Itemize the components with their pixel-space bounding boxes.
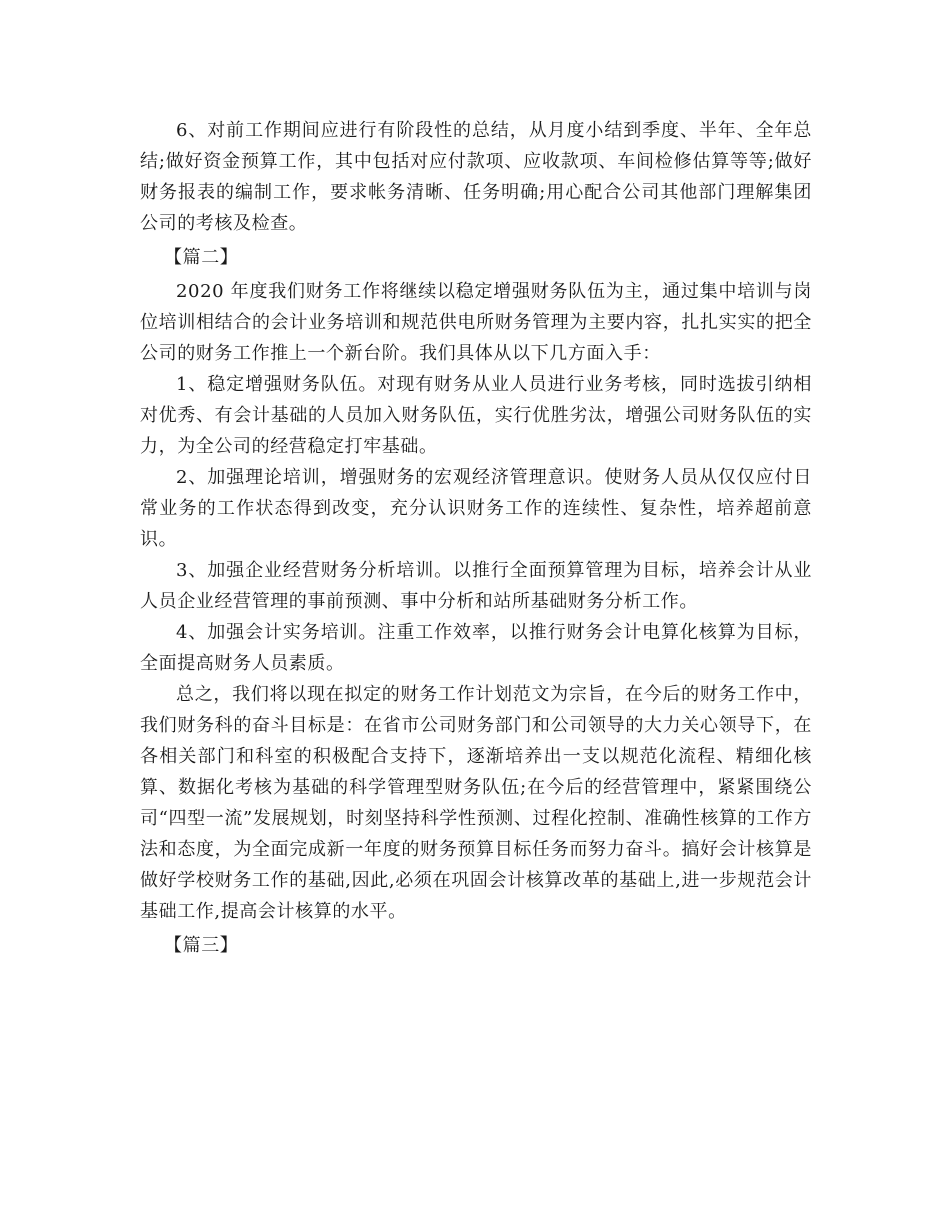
section-heading-part-3: 【篇三】 (164, 935, 239, 956)
document-body (140, 115, 812, 964)
paragraph-item-3: 3、加强企业经营财务分析培训。以推行全面预算管理为目标，培养会计从业人员企业经营管理的事前预测、事中分析和站所基础财务分析工作。 (140, 560, 812, 612)
paragraph-item-6: 6、对前工作期间应进行有阶段性的总结，从月度小结到季度、半年、全年总结;做好资金预算工作，其中包括对应付款项、应收款项、车间检修估算等等;做好财务报表的编制工作，要求帐务清晰、任务明确;用心配合公司其他部门理解集团公司的考核及检查。 (140, 120, 812, 234)
paragraph-item-1: 1、稳定增强财务队伍。对现有财务从业人员进行业务考核，同时选拔引纳相对优秀、有会计基础的人员加入财务队伍，实行优胜劣汰，增强公司财务队伍的实力，为全公司的经营稳定打牢基础。 (140, 374, 812, 457)
section-heading-part-2: 【篇二】 (164, 247, 239, 268)
paragraph-item-2: 2、加强理论培训，增强财务的宏观经济管理意识。使财务人员从仅仅应付日常业务的工作状态得到改变，充分认识财务工作的连续性、复杂性，培养超前意识。 (140, 467, 812, 550)
paragraph-intro-2020: 2020 年度我们财务工作将继续以稳定增强财务队伍为主，通过集中培训与岗位培训相结合的会计业务培训和规范供电所财务管理为主要内容，扎扎实实的把全公司的财务工作推上一个新台阶。我们具体从以下几方面入手： (140, 281, 812, 364)
paragraph-summary: 总之，我们将以现在拟定的财务工作计划范文为宗旨，在今后的财务工作中，我们财务科的奋斗目标是：在省市公司财务部门和公司领导的大力关心领导下，在各相关部门和科室的积极配合支持下，逐渐培养出一支以规范化流程、精细化核算、数据化考核为基础的科学管理型财务队伍;在今后的经营管理中，紧紧围绕公司“四型一流”发展规划，时刻坚持科学性预测、过程化控制、准确性核算的工作方法和态度，为全面完成新一年度的财务预算目标任务而努力奋斗。搞好会计核算是做好学校财务工作的基础,因此,必须在巩固会计核算改革的基础上,进一步规范会计基础工作,提高会计核算的水平。 (140, 684, 812, 922)
paragraph-item-4: 4、加强会计实务培训。注重工作效率，以推行财务会计电算化核算为目标，全面提高财务人员素质。 (140, 622, 812, 674)
